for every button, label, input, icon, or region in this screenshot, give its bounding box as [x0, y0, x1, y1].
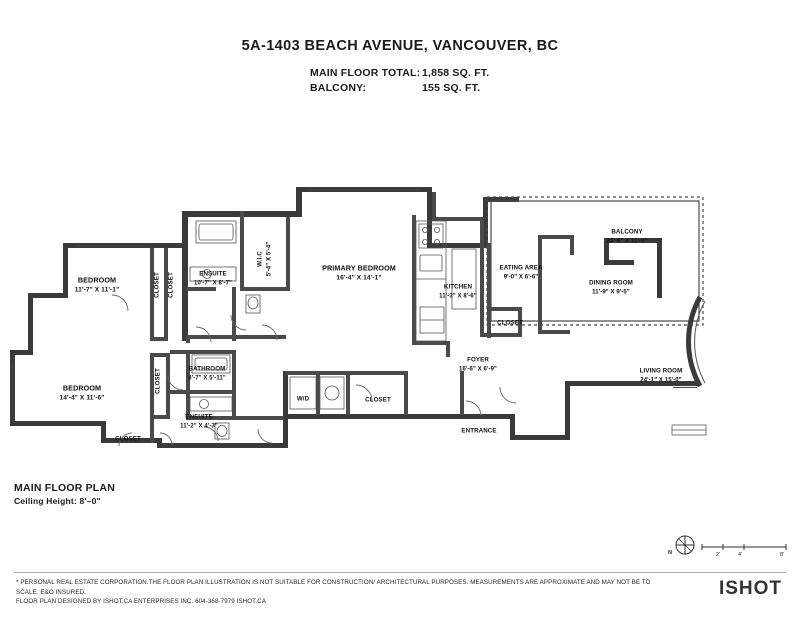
room-dimensions: 8'-7" X 5'-11": [188, 375, 226, 381]
room-label: [194, 270, 232, 289]
room-dimensions: 9'-0" X 6'-6": [503, 274, 539, 280]
room-name: CLOSET: [115, 435, 141, 443]
room-name: ENTRANCE: [461, 427, 497, 435]
disclaimer-line-1: * PERSONAL REAL ESTATE CORPORATION.THE FLOOR PLAN ILLUSTRATION IS NOT SUITABLE FOR CONSTRUCTION/ ARCHITECTURAL PURPOSES. MEASUREMENTS ARE APPROXIMATE AND MAY NOT BE TO SCALE. E&O INSURED.: [16, 579, 651, 596]
scale-tick-8: 8': [780, 552, 785, 558]
room-name: FOYER: [467, 356, 489, 364]
disclaimer-line-2: FLOOR PLAN DESIGNED BY ISHOT.CA ENTERPRISES INC. 604-368-7979 ISHOT.CA: [16, 598, 266, 605]
summary-value: 1,858 SQ. FT.: [422, 67, 490, 79]
summary-label: BALCONY:: [310, 82, 367, 94]
room-name: CLOSET: [153, 272, 161, 298]
room-dimensions: 10'-7" X 8'-7": [194, 280, 232, 286]
room-name: EATING AREA: [499, 264, 543, 272]
room-name: DINING ROOM: [589, 279, 633, 287]
ishot-logo: ISHOT: [718, 578, 782, 599]
room-label: [322, 264, 396, 283]
footer-disclaimer: [16, 578, 656, 607]
summary-row: [310, 66, 489, 81]
room-label: [153, 368, 163, 394]
room-dimensions: 11'-9" X 9'-5": [592, 289, 630, 295]
scale-bar: [700, 543, 790, 561]
scale-tick-4: 4': [738, 552, 743, 558]
room-name: CLOSET: [154, 368, 162, 394]
room-label: [499, 264, 542, 283]
room-name: BALCONY: [611, 228, 643, 236]
door-swings: [112, 295, 516, 446]
room-name: CLOSET: [167, 272, 175, 298]
room-label: [606, 228, 647, 247]
balcony-outline: [487, 197, 703, 325]
summary-row: [310, 81, 489, 96]
room-label: [497, 318, 523, 328]
structural-walls: [10, 187, 700, 448]
room-name: BATHROOM: [188, 365, 226, 373]
floor-plan-drawing: [0, 175, 800, 475]
plan-caption: [14, 482, 115, 506]
room-dimensions: 24'-1" X 15'-0": [640, 377, 682, 383]
room-dimensions: 11'-2" X 4'-3": [180, 423, 218, 429]
room-label: [459, 356, 497, 375]
room-label: [60, 384, 105, 403]
room-name: KITCHEN: [443, 283, 473, 291]
summary-value: 155 SQ. FT.: [422, 82, 481, 94]
room-dimensions: 11'-7" X 11'-1": [74, 286, 120, 293]
room-label: [365, 395, 391, 405]
scale-tick-2: 2': [716, 552, 721, 558]
room-label: [640, 367, 683, 386]
room-dimensions: 16'-6" X 6'-9": [459, 366, 497, 372]
room-name: LIVING ROOM: [639, 367, 683, 375]
room-label: [75, 276, 120, 295]
summary-label: MAIN FLOOR TOTAL:: [310, 67, 421, 79]
room-dimensions: 5'-4" X 5'-4": [266, 241, 272, 277]
area-summary: [310, 66, 489, 96]
plan-caption-subtitle: Ceiling Height: 8'–0": [14, 496, 101, 506]
room-dimensions: 16'-4" X 14'-1": [336, 274, 382, 281]
room-name: CLOSET: [365, 396, 391, 404]
room-name: BEDROOM: [62, 383, 102, 393]
compass-icon: [672, 532, 698, 558]
room-name: W.I.C: [256, 251, 264, 267]
compass-label: N: [668, 550, 672, 556]
room-label: [256, 242, 275, 277]
room-dimensions: 23'-6" X 11'-0": [606, 238, 648, 244]
room-label: [589, 279, 633, 298]
room-label: [439, 283, 477, 302]
room-label: [166, 272, 176, 298]
room-label: [461, 426, 496, 436]
room-label: [188, 365, 226, 384]
plan-caption-title: MAIN FLOOR PLAN: [14, 482, 115, 494]
room-label: [180, 413, 218, 432]
room-name: ENSUITE: [199, 270, 227, 278]
room-label: [152, 272, 162, 298]
room-name: PRIMARY BEDROOM: [322, 263, 396, 273]
room-label: [297, 394, 309, 404]
room-name: W/D: [296, 395, 310, 403]
footer-divider: [14, 572, 786, 573]
room-label: [115, 434, 141, 444]
room-name: BEDROOM: [77, 275, 117, 285]
room-dimensions: 11'-3" X 8'-6": [439, 293, 477, 299]
room-name: CLOSET: [497, 319, 523, 327]
room-dimensions: 14'-4" X 11'-6": [59, 394, 105, 401]
page-title: 5A-1403 BEACH AVENUE, VANCOUVER, BC: [241, 38, 559, 54]
room-name: ENSUITE: [185, 413, 213, 421]
